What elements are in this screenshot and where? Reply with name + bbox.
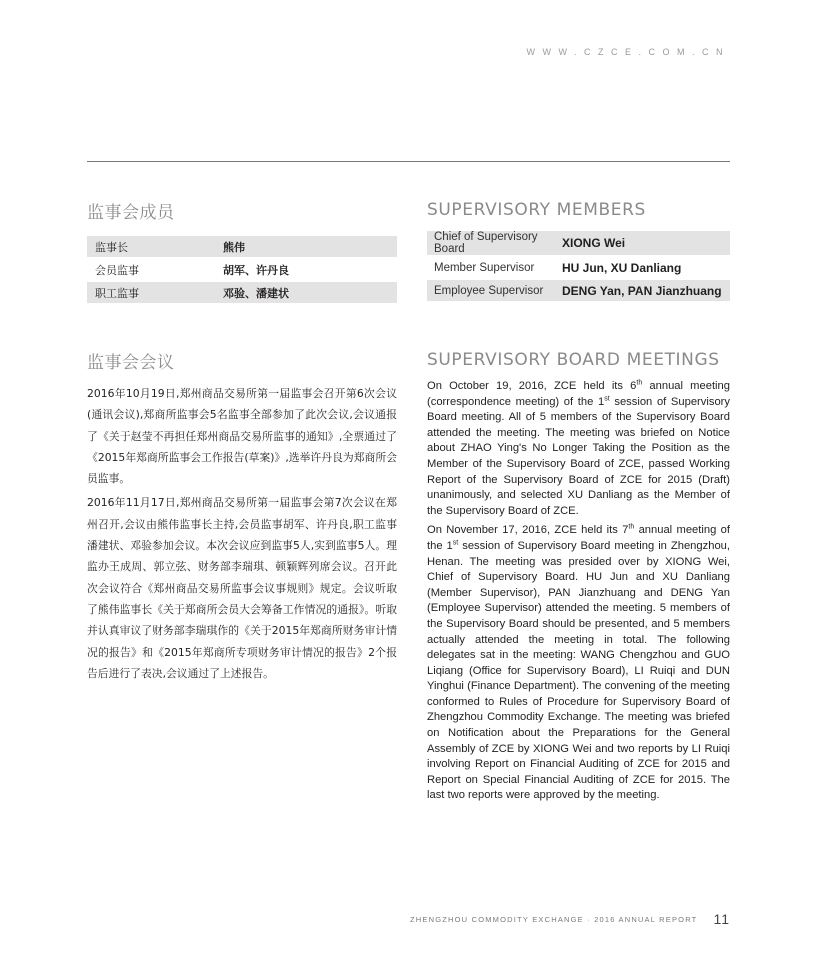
page-number: 11 [713,911,730,927]
meeting-cn-paragraph-1: 2016年10月19日,郑州商品交易所第一届监事会召开第6次会议(通讯会议),郑商所监事会5名监事全部参加了此次会议,会议通报了《关于赵莹不再担任郑州商品交易所监事的通知》,全票通过了《2015年郑商所监事会工作报告(草案)》,选举许丹良为郑商所会员监事。 [87,387,397,486]
members-cn-section [87,198,397,303]
meetings-cn-section [87,348,397,687]
member-name: XIONG Wei [556,231,730,256]
table-row [427,231,730,256]
meeting-en-paragraph-2: On November 17, 2016, ZCE held its 7th annual meeting of the 1st session of Supervisory Board meeting in Zhengzhou, Henan. The meeting was presided over by XIONG Wei, Chief of Supervisory Board. HU Jun and XU Danliang (Member Supervisor), PAN Jianzhuang and DENG Yan (Employee Supervisor) attended the meeting. 5 members of the Supervisory Board should be presented, and 5 members actually attended the meeting in total. The following delegates sat in the meeting: WANG Chengzhou and GUO Liqiang (Office for Supervisory Board), LI Ruiqi and DUN Yinghui (Finance Department). The convening of the meeting conformed to Rules of Procedure for Supervisory Board of Zhengzhou Commodity Exchange. The meeting was briefed on Notification about the Preparations for the General Assembly of ZCE by XIONG Wei and two reports by LI Ruiqi involving Report on Financial Auditing of ZCE for 2015 and Report on Special Financial Auditing of ZCE for 2015. The last two reports were approved by the meeting. [427,523,730,802]
table-row [427,279,730,301]
member-role: 职工监事 [87,281,221,303]
table-row [427,256,730,279]
members-en-section [427,200,730,301]
member-name: HU Jun, XU Danliang [556,256,730,279]
footer-text: ZHENGZHOU COMMODITY EXCHANGE · 2016 ANNUAL REPORT [410,914,698,924]
header-divider [87,161,730,162]
meetings-en-title: SUPERVISORY BOARD MEETINGS [427,350,720,370]
members-cn-table [87,236,397,303]
member-role: 监事长 [87,236,221,258]
table-row [87,258,397,281]
member-role: Chief of Supervisory Board [427,231,556,256]
members-en-title: SUPERVISORY MEMBERS [427,200,646,220]
table-row [87,281,397,303]
meetings-en-section [427,350,730,808]
table-row [87,236,397,258]
members-cn-title: 监事会成员 [87,203,175,223]
member-role: Member Supervisor [427,256,556,279]
meetings-cn-title: 监事会会议 [87,353,175,373]
member-role: 会员监事 [87,258,221,281]
meeting-cn-paragraph-2: 2016年11月17日,郑州商品交易所第一届监事会第7次会议在郑州召开,会议由熊伟监事长主持,会员监事胡军、许丹良,职工监事潘建状、邓验参加会议。本次会议应到监事5人,实到监事5人。理监办王成周、郭立弦、财务部李瑞琪、顿颖辉列席会议。召开此次会议符合《郑州商品交易所监事会议事规则》规定。会议听取了熊伟监事长《关于郑商所会员大会筹备工作情况的通报》。听取并认真审议了财务部李瑞琪作的《关于2015年郑商所财务审计情况的报告》和《2015年郑商所专项财务审计情况的报告》2个报告后进行了表决,会议通过了上述报告。 [87,496,397,680]
members-en-table [427,231,730,301]
member-name: 胡军、许丹良 [221,258,397,281]
member-role: Employee Supervisor [427,279,556,301]
member-name: 邓验、潘建状 [221,281,397,303]
website-url: WWW.CZCE.COM.CN [526,47,730,57]
member-name: DENG Yan, PAN Jianzhuang [556,279,730,301]
meeting-en-paragraph-1: On October 19, 2016, ZCE held its 6th annual meeting (correspondence meeting) of the 1st session of Supervisory Board meeting. All of 5 members of the Supervisory Board attended the meeting. The meeting was briefed on Notice about ZHAO Ying's No Longer Taking the Position as the Member of the Supervisory Board of ZCE, passed Working Report of the Supervisory Board of ZCE for 2015 (Draft) unanimously, and selected XU Danliang as the Member of the Supervisory Board of ZCE. [427,379,730,517]
member-name: 熊伟 [221,236,397,258]
page-footer [410,911,730,927]
